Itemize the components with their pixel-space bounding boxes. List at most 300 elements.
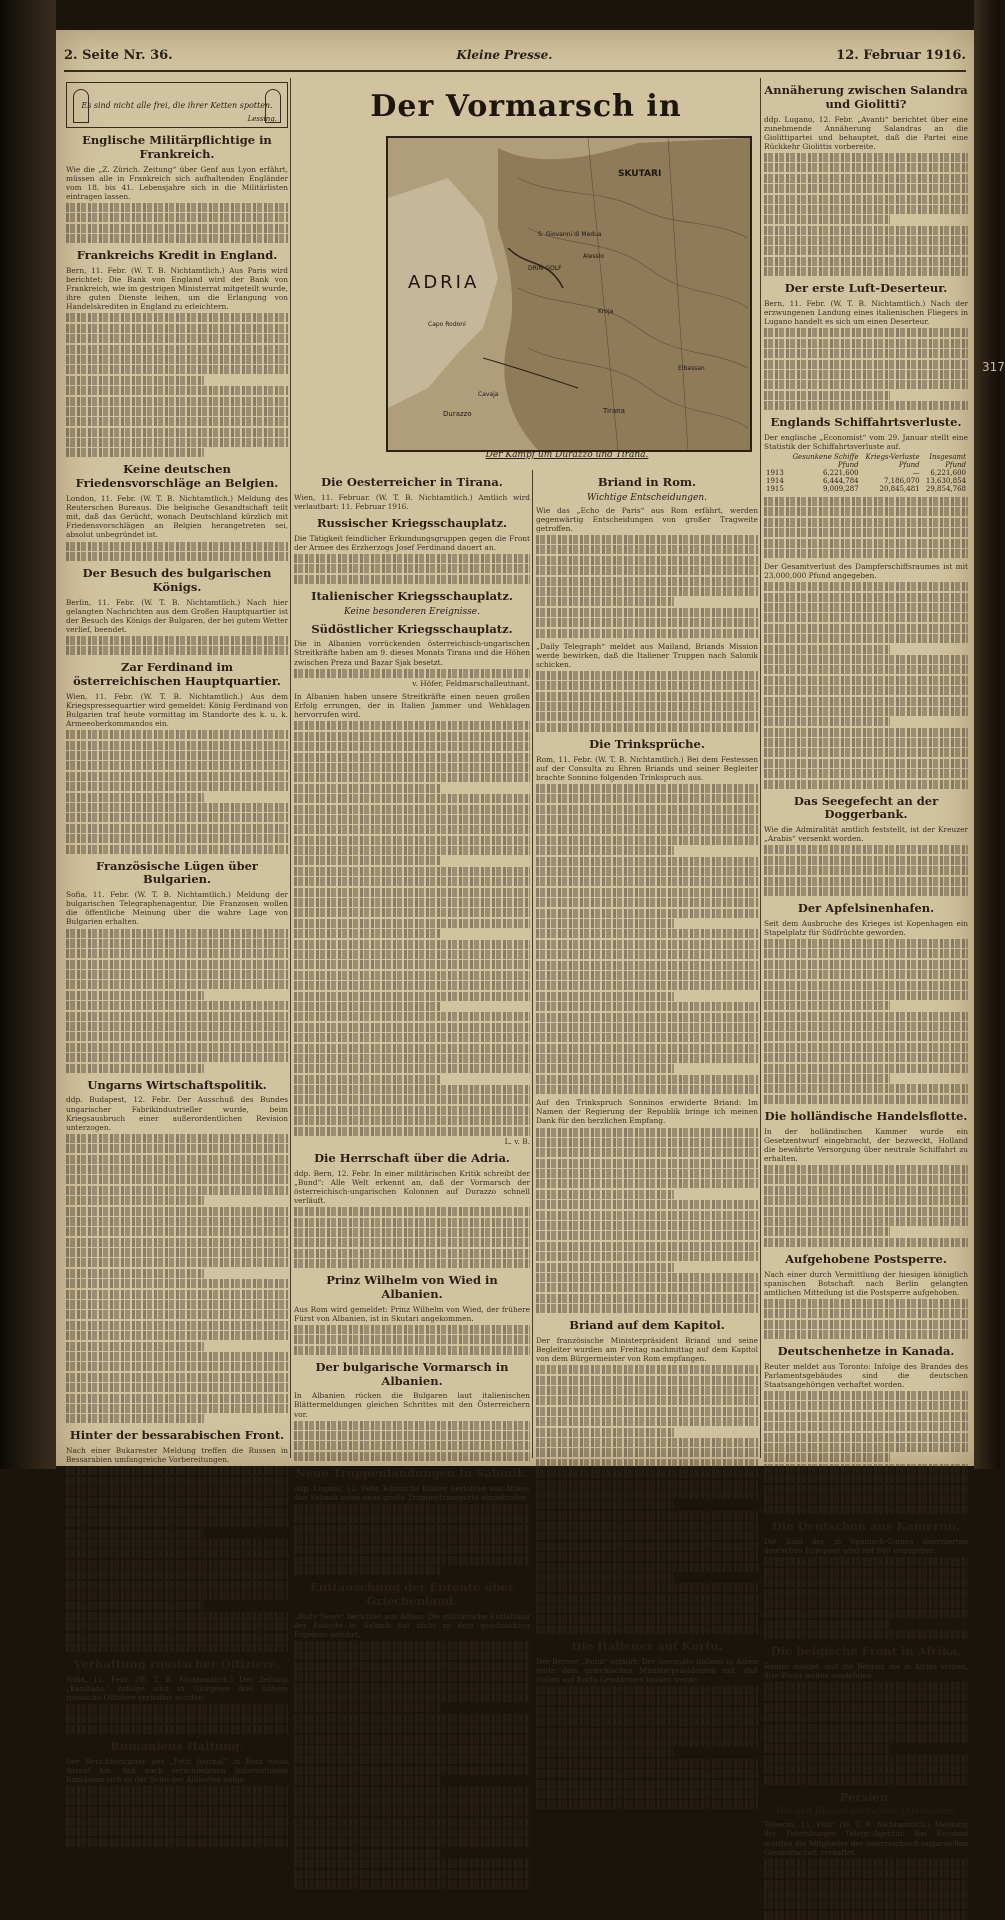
illegible-text-line — [294, 1566, 440, 1575]
illegible-text-line — [66, 1497, 288, 1506]
article — [294, 1581, 530, 1889]
book-spine — [0, 0, 56, 1469]
illegible-text-line — [764, 759, 968, 768]
article-text: London, 11. Febr. (W. T. B. Nichtamtlich.) Meldung des Reuterschen Bureaus. Die belgische Gesandtschaft teilt mit, daß das Gerücht, wonach Deutschland kürzlich mit Friedensvorschlägen an Belgien herangetreten sei, absolut unbegründet ist. — [66, 494, 288, 540]
illegible-text-line — [66, 334, 288, 343]
illegible-text-line — [66, 751, 288, 760]
illegible-text-line — [294, 1641, 530, 1650]
illegible-text-line — [536, 1013, 758, 1022]
illegible-text-line — [294, 669, 530, 678]
illegible-text-line — [294, 1535, 530, 1544]
illegible-text-line — [66, 1300, 288, 1309]
article-headline: Neue Truppenlandungen in Salonik. — [295, 1465, 529, 1480]
illegible-text-line — [536, 1085, 758, 1094]
table-unit: Pfund — [945, 461, 966, 470]
illegible-text-line — [66, 813, 288, 822]
illegible-text-line — [764, 1299, 968, 1308]
illegible-text-line — [294, 1431, 530, 1440]
illegible-text-line — [294, 1662, 530, 1671]
illegible-text-line — [66, 1290, 288, 1299]
article-headline: Hinter der bessarabischen Front. — [69, 1428, 285, 1443]
illegible-text-line — [536, 805, 758, 814]
article-headline: Die belgische Front in Afrika. — [770, 1644, 962, 1659]
illegible-text-line — [294, 564, 530, 573]
illegible-text-line — [536, 981, 758, 990]
illegible-text-line — [66, 1487, 288, 1496]
article-text: Der Berichterstatter des „Petit Journal“ in Rom weist darauf hin, daß nach verschiedenen Informationen Rumänien sich zu der Seite der Alliierten neige. — [66, 1756, 288, 1784]
illegible-text-line — [536, 1033, 758, 1042]
illegible-text-line — [294, 1325, 530, 1334]
map-label: S. Giovanni di Medua — [538, 231, 602, 238]
illegible-text-line — [294, 836, 530, 845]
article — [536, 1640, 758, 1809]
illegible-text-line — [294, 575, 530, 584]
illegible-text-line — [294, 888, 530, 897]
article-text: Aus Rom wird gemeldet: Prinz Wilhelm von Wied, der frühere Fürst von Albanien, ist in Skutari angekommen. — [294, 1304, 530, 1323]
illegible-text-line — [66, 1838, 288, 1847]
article-headline: Aufgehobene Postsperre. — [785, 1251, 947, 1266]
illegible-text-line — [294, 732, 530, 741]
illegible-text-line — [66, 1134, 288, 1143]
illegible-text-line — [764, 981, 968, 990]
illegible-text-line — [66, 1053, 288, 1062]
illegible-text-line — [536, 1376, 758, 1385]
article-headline: Prinz Wilhelm von Wied in Albanien. — [326, 1273, 498, 1302]
illegible-text-line — [764, 257, 968, 266]
illegible-text-line — [294, 1818, 530, 1827]
article-list — [764, 84, 968, 1920]
illegible-text-line — [764, 153, 968, 162]
article — [66, 249, 288, 457]
article — [764, 1110, 968, 1247]
illegible-text-line — [66, 970, 288, 979]
article-headline: Südöstlicher Kriegsschauplatz. — [311, 621, 513, 636]
illegible-text-line — [536, 671, 758, 680]
illegible-text-line — [536, 794, 758, 803]
illegible-text-line — [66, 1539, 288, 1548]
illegible-text-line — [294, 1797, 530, 1806]
illegible-text-line — [66, 1581, 288, 1590]
illegible-text-line — [764, 1433, 968, 1442]
illegible-text-line — [66, 929, 288, 938]
article — [66, 134, 288, 243]
article-text: ddp. Budapest, 12. Febr. Der Ausschuß des Bundes ungarischer Fabrikindustrieller wurde, beim Kriegsausbruch einer außerordentlichen Revision unterzogen. — [66, 1095, 288, 1132]
illegible-text-line — [66, 1518, 288, 1527]
illegible-text-line — [536, 1615, 758, 1624]
illegible-text-line — [764, 549, 968, 558]
illegible-text-line — [66, 1612, 288, 1621]
illegible-text-line — [764, 1084, 968, 1093]
illegible-text-line — [294, 794, 530, 803]
illegible-text-line — [294, 1672, 530, 1681]
illegible-text-line — [536, 545, 758, 554]
illegible-text-line — [764, 887, 968, 896]
illegible-text-line — [66, 824, 288, 833]
article — [66, 1740, 288, 1847]
article-list — [536, 476, 758, 1809]
map-label: Elbassan — [678, 365, 705, 372]
table-cell: — — [912, 469, 920, 478]
newspaper-page — [56, 30, 974, 1857]
illegible-text-line — [294, 846, 530, 855]
illegible-text-line — [764, 195, 968, 204]
illegible-text-line — [66, 646, 288, 655]
article — [294, 692, 530, 1146]
illegible-text-line — [764, 707, 968, 716]
article-headline: Englands Schiffahrtsverluste. — [770, 415, 962, 430]
illegible-text-line — [536, 888, 758, 897]
illegible-text-line — [66, 1529, 204, 1538]
illegible-text-line — [66, 782, 288, 791]
illegible-text-line — [294, 1421, 530, 1430]
illegible-text-line — [764, 676, 968, 685]
illegible-text-line — [66, 1643, 288, 1652]
article-list — [66, 134, 288, 1847]
article — [764, 1520, 968, 1639]
illegible-text-line — [536, 1573, 674, 1582]
illegible-text-line — [764, 970, 968, 979]
table-header: Kriegs-Verluste — [865, 453, 920, 462]
illegible-text-line — [294, 856, 440, 865]
article-headline: Deutschenhetze in Kanada. — [777, 1343, 955, 1358]
column-rule — [760, 78, 761, 1458]
illegible-text-line — [536, 1769, 758, 1778]
article-list — [294, 476, 530, 1889]
page-number: 317 — [982, 360, 1005, 374]
illegible-text-line — [294, 1807, 530, 1816]
column-1 — [66, 78, 288, 1784]
illegible-text-line — [764, 1859, 968, 1868]
illegible-text-line — [764, 1022, 968, 1031]
illegible-text-line — [294, 1735, 530, 1744]
illegible-text-line — [536, 1075, 758, 1084]
article-text: Der Gesamtverlust des Dampferschiffsraumes ist mit 23,000,000 Pfund angegeben. — [764, 562, 968, 581]
illegible-text-line — [66, 1043, 288, 1052]
motto-author: Lessing. — [247, 115, 277, 123]
illegible-text-line — [536, 1500, 674, 1509]
illegible-text-line — [66, 407, 288, 416]
illegible-text-line — [764, 1001, 890, 1010]
table-row — [764, 477, 968, 485]
article-headline: Französische Lügen über Bulgarien. — [96, 858, 258, 887]
illegible-text-line — [294, 773, 530, 782]
illegible-text-line — [66, 845, 288, 854]
table-cell: 1915 — [766, 485, 784, 494]
illegible-text-line — [66, 203, 288, 212]
illegible-text-line — [536, 1552, 758, 1561]
illegible-text-line — [294, 1075, 440, 1084]
article-text: Rom, 11. Febr. (W. T. B. Nichtamtlich.) Bei dem Festessen auf der Consulta zu Ehren Briands und seiner Begleiter brachte Sonnino folgenden Trinkspruch aus. — [536, 754, 758, 782]
illegible-text-line — [294, 1218, 530, 1227]
illegible-text-line — [294, 1012, 530, 1021]
illegible-text-line — [66, 1601, 204, 1610]
illegible-text-line — [66, 1342, 204, 1351]
illegible-text-line — [764, 1391, 968, 1400]
table-cell: 13,630,854 — [925, 477, 966, 486]
illegible-text-line — [66, 1352, 288, 1361]
illegible-text-line — [536, 1800, 758, 1809]
illegible-text-line — [66, 313, 288, 322]
illegible-text-line — [764, 603, 968, 612]
column-rule — [532, 470, 533, 1458]
article — [764, 282, 968, 410]
illegible-text-line — [764, 960, 968, 969]
illegible-text-line — [536, 1148, 758, 1157]
illegible-text-line — [764, 1630, 968, 1639]
table-header: Gesunkene Schiffe — [792, 453, 859, 462]
illegible-text-line — [764, 728, 968, 737]
illegible-text-line — [536, 1428, 674, 1437]
illegible-text-line — [66, 1012, 288, 1021]
article-headline: Die Trinksprüche. — [589, 736, 705, 751]
illegible-text-line — [294, 1452, 530, 1461]
illegible-text-line — [536, 535, 758, 544]
table-row — [764, 485, 968, 493]
illegible-text-line — [764, 1330, 968, 1339]
illegible-text-line — [536, 1625, 758, 1634]
article-text: Bern, 11. Febr. (W. T. B. Nichtamtlich.) Nach der erzwungenen Landung eines italienischen Fliegers in Lugano handelt es sich um einen Deserteur. — [764, 299, 968, 327]
illegible-text-line — [536, 1531, 758, 1540]
illegible-text-line — [536, 825, 758, 834]
illegible-text-line — [536, 1304, 758, 1313]
illegible-text-line — [536, 1438, 758, 1447]
illegible-text-line — [764, 1692, 968, 1701]
illegible-text-line — [764, 528, 968, 537]
table-row — [764, 469, 968, 477]
illegible-text-line — [764, 780, 968, 789]
illegible-text-line — [66, 1807, 288, 1816]
illegible-text-line — [66, 1383, 288, 1392]
illegible-text-line — [66, 1622, 288, 1631]
illegible-text-line — [294, 898, 530, 907]
illegible-text-line — [294, 992, 530, 1001]
illegible-text-line — [764, 866, 968, 875]
illegible-text-line — [66, 1196, 204, 1205]
illegible-text-line — [536, 629, 758, 638]
article-headline: Persien. — [839, 1789, 893, 1804]
illegible-text-line — [66, 1269, 204, 1278]
column-3 — [536, 470, 758, 1684]
illegible-text-line — [536, 1273, 758, 1282]
article-text: Wie die Admiralität amtlich feststellt, ist der Kreuzer „Arabis“ versenkt worden. — [764, 825, 968, 844]
illegible-text-line — [294, 1085, 530, 1094]
table-cell: 6,444,784 — [822, 477, 859, 486]
illegible-text-line — [66, 1207, 288, 1216]
illegible-text-line — [66, 772, 288, 781]
illegible-text-line — [764, 339, 968, 348]
illegible-text-line — [536, 950, 758, 959]
illegible-text-line — [536, 919, 674, 928]
illegible-text-line — [294, 1249, 530, 1258]
illegible-text-line — [536, 940, 758, 949]
illegible-text-line — [536, 723, 758, 732]
illegible-text-line — [536, 1790, 758, 1799]
ornament-icon — [73, 89, 89, 123]
illegible-text-line — [536, 1407, 758, 1416]
illegible-text-line — [66, 939, 288, 948]
illegible-text-line — [764, 655, 968, 664]
illegible-text-line — [764, 1207, 968, 1216]
illegible-text-line — [536, 1169, 758, 1178]
illegible-text-line — [66, 1155, 288, 1164]
illegible-text-line — [66, 1373, 288, 1382]
illegible-text-line — [536, 1583, 758, 1592]
illegible-text-line — [764, 226, 968, 235]
article — [294, 476, 530, 511]
illegible-text-line — [536, 815, 758, 824]
illegible-text-line — [764, 1599, 968, 1608]
illegible-text-line — [294, 1228, 530, 1237]
illegible-text-line — [294, 1064, 530, 1073]
illegible-text-line — [294, 1766, 530, 1775]
illegible-text-line — [294, 908, 530, 917]
map-label: Capo Rodoni — [428, 321, 466, 328]
illegible-text-line — [66, 1227, 288, 1236]
article — [294, 1274, 530, 1355]
illegible-text-line — [764, 1734, 968, 1743]
article — [536, 1098, 758, 1313]
article — [66, 463, 288, 560]
illegible-text-line — [66, 1279, 288, 1288]
illegible-text-line — [764, 174, 968, 183]
illegible-text-line — [764, 877, 968, 886]
illegible-text-line — [66, 1144, 288, 1153]
illegible-text-line — [66, 438, 288, 447]
illegible-text-line — [536, 702, 758, 711]
illegible-text-line — [66, 1362, 288, 1371]
illegible-text-line — [294, 1346, 530, 1355]
article — [764, 1253, 968, 1339]
illegible-text-line — [536, 1044, 758, 1053]
illegible-text-line — [294, 1127, 530, 1136]
illegible-text-line — [536, 712, 758, 721]
illegible-text-line — [294, 1787, 530, 1796]
illegible-text-line — [764, 349, 968, 358]
masthead — [64, 48, 966, 72]
illegible-text-line — [294, 825, 530, 834]
illegible-text-line — [764, 1911, 968, 1920]
illegible-text-line — [294, 1703, 440, 1712]
illegible-text-line — [536, 681, 758, 690]
illegible-text-line — [764, 1589, 968, 1598]
illegible-text-line — [536, 1563, 758, 1572]
illegible-text-line — [764, 1703, 968, 1712]
illegible-text-line — [66, 1175, 288, 1184]
article-headline: Italienischer Kriegsschauplatz. — [311, 588, 513, 603]
illegible-text-line — [536, 1023, 758, 1032]
article — [536, 1319, 758, 1634]
illegible-text-line — [764, 267, 968, 276]
illegible-text-line — [66, 386, 288, 395]
article-text: Sofia, 11. Febr. (W. T. B. Nichtamtlich.) Meldung der bulgarischen Telegraphenagentur. Die Franzosen wollen die öffentliche Meinung über die wahre Lage von Bulgarien erhalten. — [66, 890, 288, 927]
article — [536, 738, 758, 1094]
headline-banner: Der Vormarsch in — [370, 89, 682, 124]
illegible-text-line — [536, 577, 758, 586]
illegible-text-line — [764, 1900, 968, 1909]
article-subheadline: Keine besonderen Ereignisse. — [344, 606, 480, 617]
motto-text: Es sind nicht alle frei, die ihrer Ketten spotten. — [81, 100, 273, 110]
article-text: Wien, 11. Febr. (W. T. B. Nichtamtlich.) Aus dem Kriegspressequartier wird gemeldet: König Ferdinand von Bulgarien traf heute vormittag im Standorte des k. u. k. Armeeoberkommandos ein. — [66, 691, 288, 729]
illegible-text-line — [764, 582, 968, 591]
illegible-text-line — [66, 213, 288, 222]
illegible-text-line — [294, 1044, 530, 1053]
illegible-text-line — [66, 1570, 288, 1579]
illegible-text-line — [764, 1309, 968, 1318]
illegible-text-line — [294, 1335, 530, 1344]
illegible-text-line — [536, 1696, 758, 1705]
article-signature: L. v. B. — [504, 1137, 530, 1147]
article-text: ddp. Bern, 12. Febr. In einer militärischen Kritik schreibt der „Bund“: Alle Welt erkennt an, daß der Vormarsch der österreichisch-ungarischen Kolonnen auf Durazzo schnell verläuft. — [294, 1168, 530, 1206]
illegible-text-line — [66, 949, 288, 958]
illegible-text-line — [764, 1320, 968, 1329]
article-headline: Die Italiener auf Korfu. — [571, 1639, 723, 1653]
article-text: Reuter meldet, daß die Belgier, die in Afrika stehen, ihre Front weiter ausdehnen. — [764, 1661, 968, 1680]
illegible-text-line — [764, 1713, 968, 1722]
illegible-text-line — [764, 401, 968, 410]
illegible-text-line — [66, 1064, 204, 1073]
article-text: Wie das „Echo de Paris“ aus Rom erfährt, werden gegenwärtig Entscheidungen von großer Tragweite getroffen. — [536, 505, 758, 533]
illegible-text-line — [536, 1738, 758, 1747]
illegible-text-line — [764, 1227, 890, 1236]
article — [536, 642, 758, 732]
illegible-text-line — [294, 971, 530, 980]
illegible-text-line — [66, 1466, 288, 1475]
illegible-text-line — [66, 324, 288, 333]
illegible-text-line — [294, 1870, 530, 1879]
illegible-text-line — [536, 898, 758, 907]
illegible-text-line — [66, 1165, 288, 1174]
illegible-text-line — [66, 1633, 288, 1642]
illegible-text-line — [536, 1365, 758, 1374]
motto-box — [66, 82, 288, 128]
illegible-text-line — [536, 608, 758, 617]
illegible-text-line — [66, 636, 288, 645]
map-label: Durazzo — [443, 410, 472, 418]
illegible-text-line — [66, 1549, 288, 1558]
illegible-text-line — [764, 939, 968, 948]
map-label: ADRIA — [408, 272, 480, 293]
illegible-text-line — [536, 992, 674, 1001]
illegible-text-line — [294, 1259, 530, 1268]
illegible-text-line — [764, 1053, 968, 1062]
column-2 — [294, 470, 530, 1639]
illegible-text-line — [536, 1717, 758, 1726]
illegible-text-line — [536, 961, 758, 970]
illegible-text-line — [764, 1474, 968, 1483]
illegible-text-line — [764, 1238, 968, 1247]
illegible-text-line — [294, 1207, 530, 1216]
article-text: Nach einer Bukarester Meldung treffen die Russen in Bessarabien umfangreiche Vorbereitungen. — [66, 1446, 288, 1465]
illegible-text-line — [294, 960, 530, 969]
article-text: ddp. Lugano, 12. Febr. „Avanti“ berichtet über eine zunehmende Annäherung Salandras an die Giolittipartei und behauptet, daß die Partei eine Rückkehr Giolittis vorbereite. — [764, 114, 968, 151]
table-unit — [764, 461, 787, 469]
illegible-text-line — [764, 613, 968, 622]
illegible-text-line — [536, 1511, 758, 1520]
illegible-text-line — [66, 417, 288, 426]
illegible-text-line — [294, 929, 440, 938]
illegible-text-line — [536, 1521, 758, 1530]
illegible-text-line — [66, 1817, 288, 1826]
illegible-text-line — [294, 1683, 530, 1692]
illegible-text-line — [536, 846, 674, 855]
article-headline: Annäherung zwischen Salandra und Giolitti? — [764, 83, 968, 111]
illegible-text-line — [66, 1786, 288, 1795]
map-caption: Der Kampf um Durazzo und Tirana. — [485, 450, 649, 460]
article-text: Reuter meldet aus Toronto: Infolge des Brandes des Parlamentsgebäudes sind die deutschen Staatsangehörigen verhaftet worden. — [764, 1361, 968, 1389]
illegible-text-line — [294, 1116, 530, 1125]
illegible-text-line — [764, 539, 968, 548]
illegible-text-line — [764, 1412, 968, 1421]
